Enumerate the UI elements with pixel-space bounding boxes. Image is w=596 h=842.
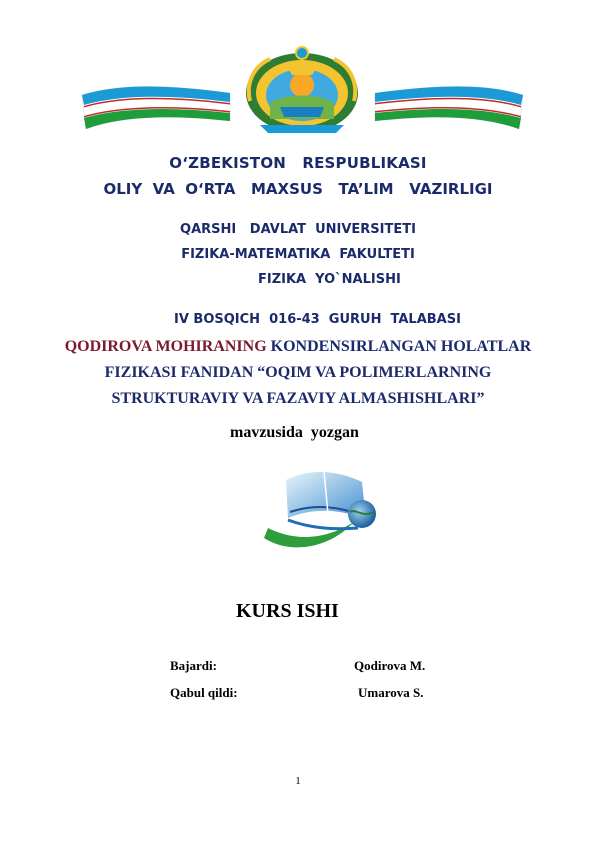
student-group: IV BOSQICH 016-43 GURUH TALABASI [174, 312, 461, 327]
accepted-by-value: Umarova S. [358, 685, 424, 700]
topic-line-1 [0, 338, 596, 356]
topic-line-3: STRUKTURAVIY VA FAZAVIY ALMASHISHLARI” [111, 390, 485, 407]
ministry-name [0, 180, 596, 198]
header-line-1: O‘ZBEKISTON RESPUBLIKASI [169, 154, 427, 172]
header-line-4: FIZIKA-MATEMATIKA FAKULTETI [181, 247, 415, 262]
page-number: 1 [295, 775, 301, 787]
department-name: FIZIKA YO`NALISHI [258, 272, 401, 287]
header-line-2: OLIY VA O‘RTA MAXSUS TA’LIM VAZIRLIGI [103, 180, 493, 198]
faculty-name [0, 247, 596, 262]
open-book-globe-icon [258, 458, 398, 558]
student-name: QODIROVA MOHIRANING [64, 338, 267, 355]
topic-line-2: FIZIKASI FANIDAN “OQIM VA POLIMERLARNING [104, 364, 492, 381]
topic-suffix: mavzusida yozgan [230, 424, 359, 441]
country-name [0, 154, 596, 172]
document-type: KURS ISHI [236, 600, 339, 622]
topic-line-1-rest: KONDENSIRLANGAN HOLATLAR [266, 338, 532, 355]
done-by-label: Bajardi: [170, 658, 217, 673]
accepted-by-label: Qabul qildi: [170, 685, 238, 700]
done-by-value: Qodirova M. [354, 658, 426, 673]
university-name [0, 222, 596, 237]
state-emblem-icon [80, 45, 525, 135]
header-line-3: QARSHI DAVLAT UNIVERSITETI [180, 222, 416, 237]
